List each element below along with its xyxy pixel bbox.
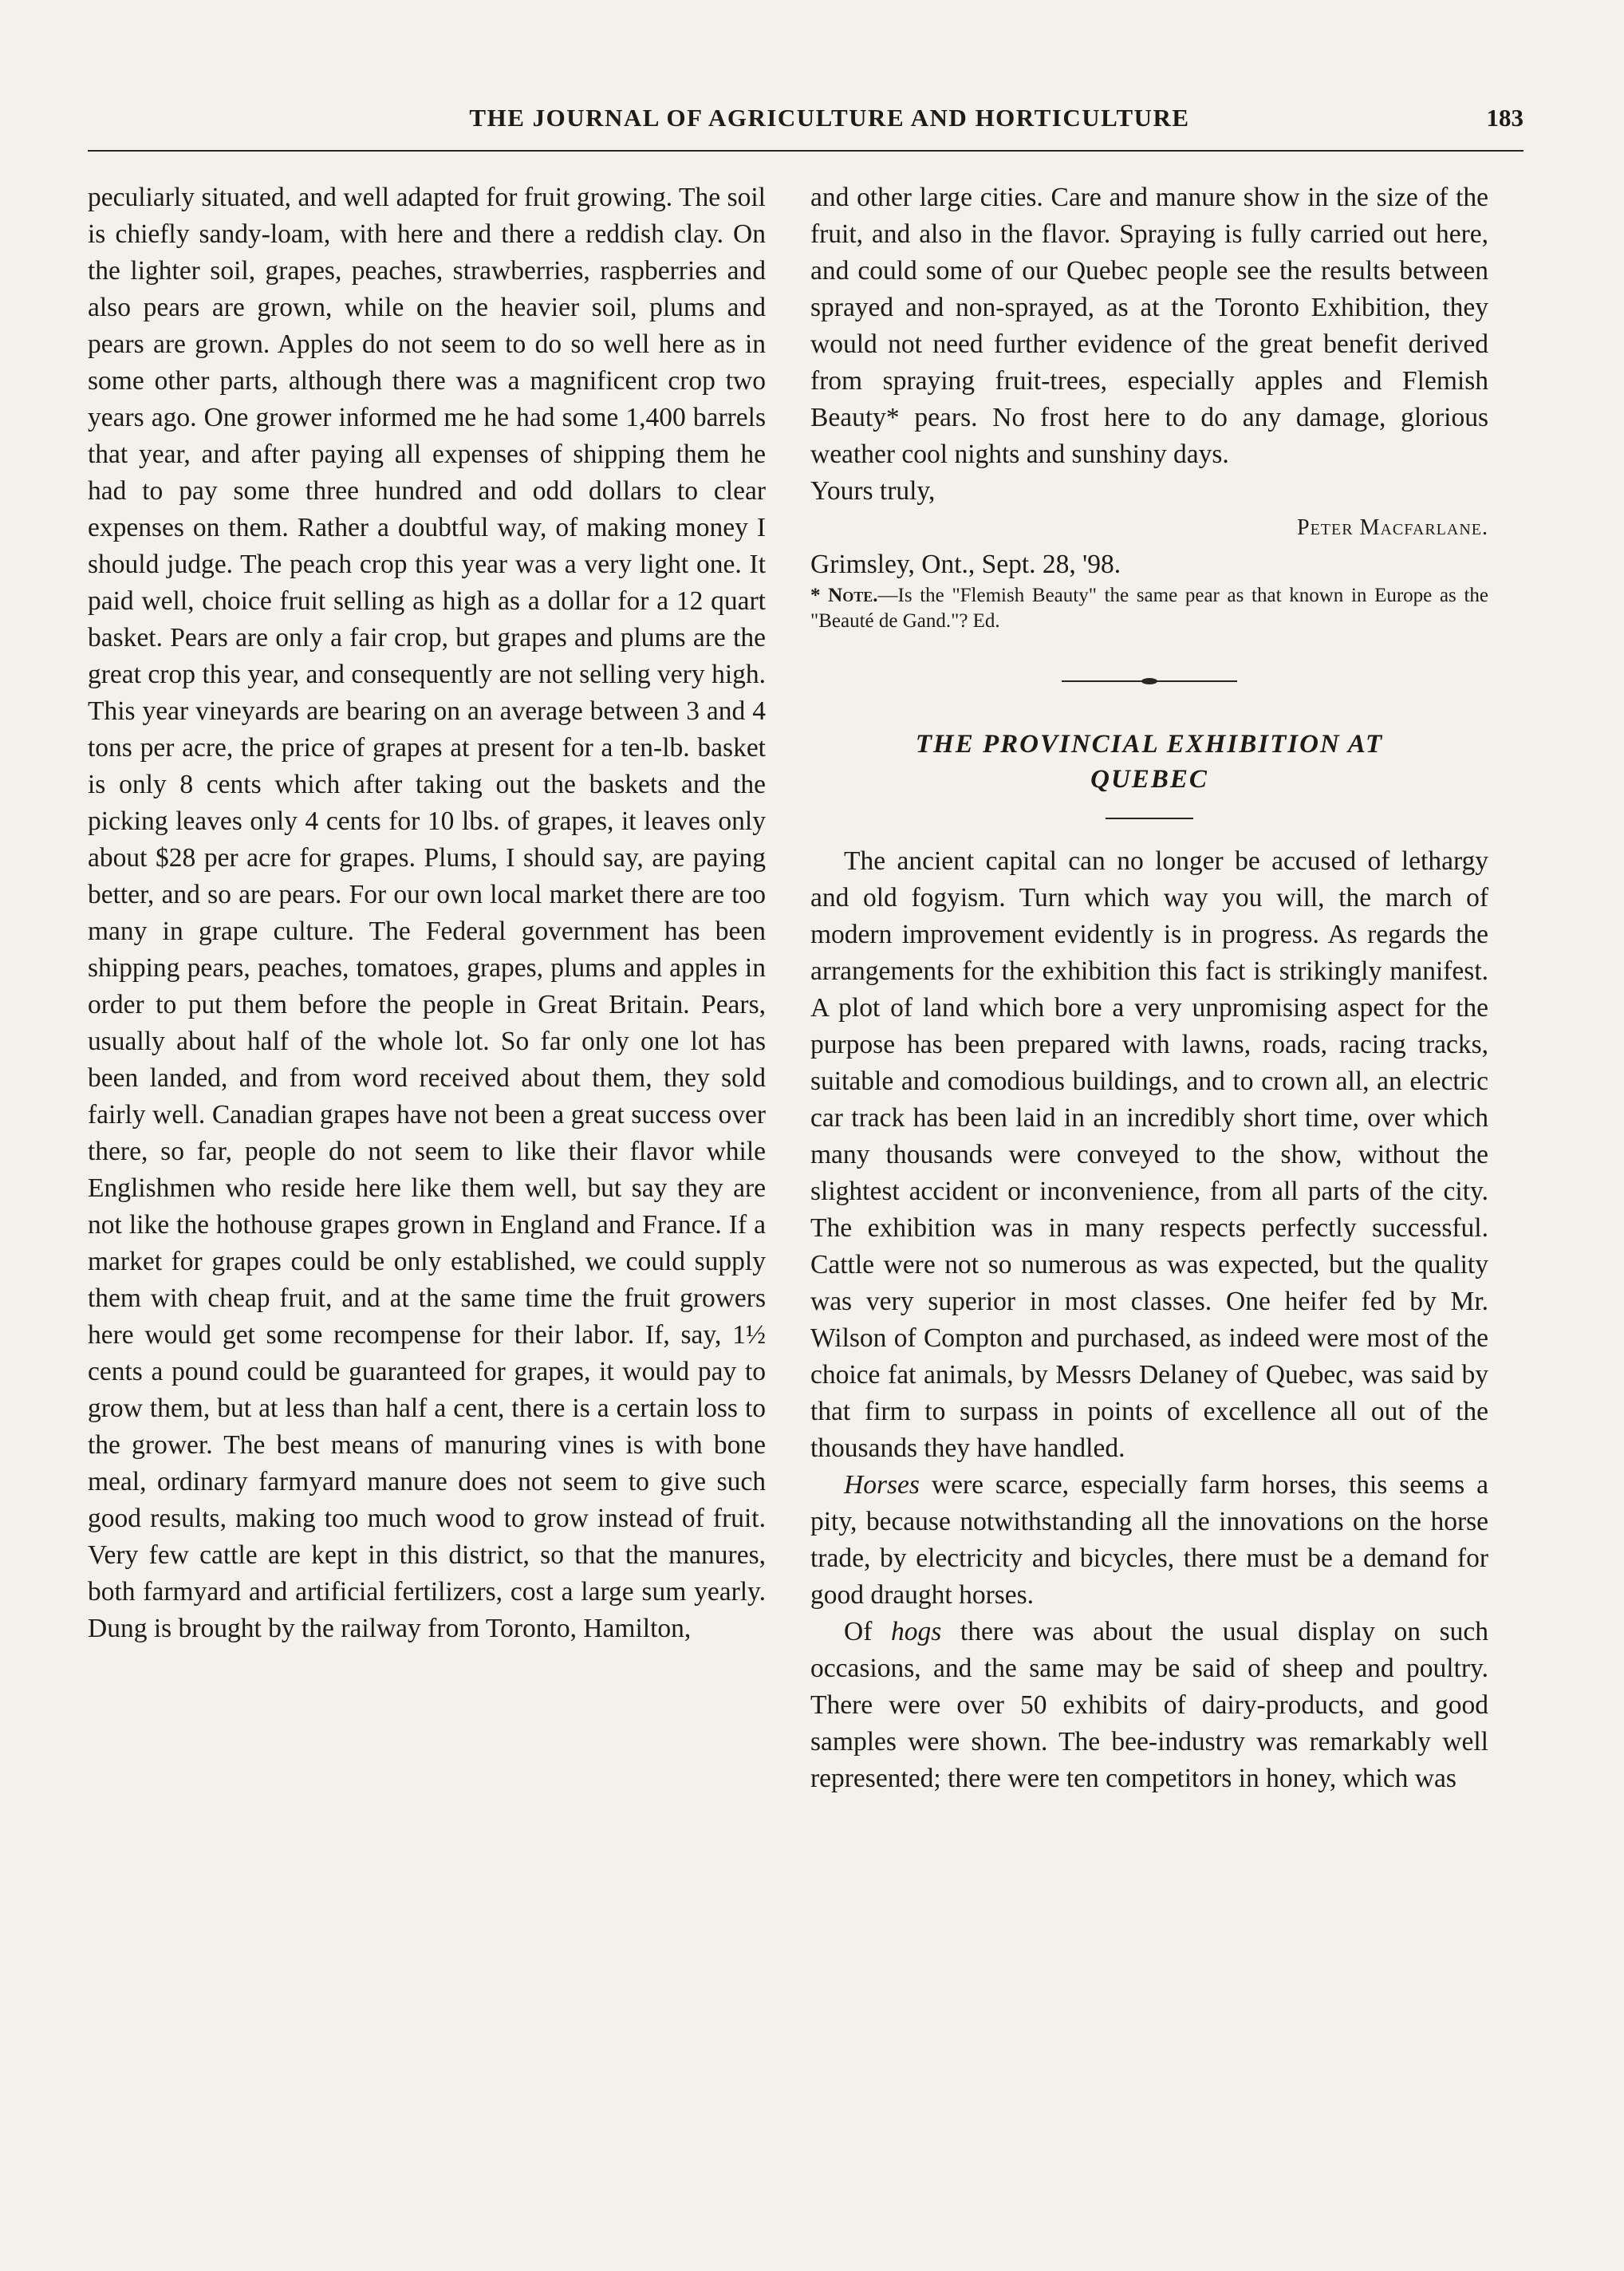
article-paragraph-3-lead: Of — [844, 1617, 891, 1646]
footnote-text: —Is the "Flemish Beauty" the same pear as that known in Europe as the "Beauté de Gand."? Ed. — [810, 585, 1488, 632]
run-in-hogs: hogs — [890, 1617, 942, 1646]
running-head — [88, 104, 1523, 152]
title-rule — [1106, 818, 1193, 819]
run-in-horses: Horses — [844, 1470, 920, 1500]
article-title-line-1: THE PROVINCIAL EXHIBITION AT — [915, 730, 1384, 759]
dateline: Grimsley, Ont., Sept. 28, '98. — [810, 550, 1121, 579]
article-paragraph-3-text: there was about the usual display on such occasions, and the same may be said of sheep and poultry. There were over 50 exhibits of dairy-products, and good samples were shown. The bee-industry was remarkably well represented; there were ten competitors in honey, which was — [810, 1617, 1488, 1793]
letter-continuation: and other large cities. Care and manure show in the size of the fruit, and also in the flavor. Spraying is fully carried out here, and could some of our Quebec people see the results between sprayed and non-sprayed, as at the Toronto Exhibition, they would not need further evidence of the great benefit derived from spraying fruit-trees, especially apples and Flemish Beauty* pears. No frost here to do any damage, glorious weather cool nights and sunshiny days. — [810, 183, 1488, 469]
page-number: 183 — [1486, 104, 1523, 132]
article-paragraph-1: The ancient capital can no longer be accused of lethargy and old fogyism. Turn which way you will, the march of modern improvement evidently is in progress. As regards the arrangements for the exhibition this fact is strikingly manifest. A plot of land which bore a very unpromising aspect for the purpose has been prepared with lawns, roads, racing tracks, suitable and comodious buildings, and to crown all, an electric car track has been laid in an incredibly short time, over which many thousands were conveyed to the show, without the slightest accident or inconvenience, from all parts of the city. The exhibition was in many respects perfectly successful. Cattle were not so numerous as was expected, but the quality was very superior in most classes. One heifer fed by Mr. Wilson of Compton and purchased, as indeed were most of the choice fat animals, by Messrs Delaney of Quebec, was said by that firm to surpass in points of excellence all out of the thousands they have handled. — [810, 846, 1488, 1463]
signature: Peter Macfarlane. — [1297, 515, 1488, 540]
article-paragraph-2-text: were scarce, especially farm horses, this seems a pity, because notwithstanding all the innovations on the horse trade, by electricity and bicycles, there must be a demand for good draught horses. — [810, 1470, 1488, 1610]
article-paragraph-3 — [810, 1614, 1488, 1797]
closing-salutation: Yours truly, — [810, 476, 936, 506]
article-title — [810, 727, 1488, 797]
footnote — [810, 583, 1488, 634]
letter-paragraph: peculiarly situated, and well adapted for fruit growing. The soil is chiefly sandy-loam, with here and there a reddish clay. On the lighter soil, grapes, peaches, strawberries, raspberries and also pears are grown, while on the heavier soil, plums and pears are grown. Apples do not seem to do so well here as in some other parts, although there was a magnificent crop two years ago. One grower informed me he had some 1,400 barrels that year, and after paying all expenses of shipping them he had to pay some three hundred and odd dollars to clear expenses on them. Rather a doubtful way, of making money I should judge. The peach crop this year was a very light one. It paid well, choice fruit selling as high as a dollar for a 12 quart basket. Pears are only a fair crop, but grapes and plums are the great crop this year, and consequently are not selling very high. This year vineyards are bearing on an average between 3 and 4 tons per acre, the price of grapes at present for a ten-lb. basket is only 8 cents which after taking out the baskets and the picking leaves only 4 cents for 10 lbs. of grapes, it leaves only about $28 per acre for grapes. Plums, I should say, are paying better, and so are pears. For our own local market there are too many in grape culture. The Federal government has been shipping pears, peaches, tomatoes, grapes, plums and apples in order to put them before the people in Great Britain. Pears, usually about half of the whole lot. So far only one lot has been landed, and from word received about them, they sold fairly well. Canadian grapes have not been a great success over there, so far, people do not seem to like their flavor while Englishmen who reside here like them well, but say they are not like the hothouse grapes grown in England and France. If a market for grapes could be only established, we could supply them with cheap fruit, and at the same time the fruit growers here would get some recompense for their labor. If, say, 1½ cents a pound could be guaranteed for grapes, it would pay to grow them, but at less than half a cent, there is a certain loss to the grower. The best means of manuring vines is with bone meal, ordinary farmyard manure does not seem to give such good results, making too much wood to grow instead of fruit. Very few cattle are kept in this district, so that the manures, both farmyard and artificial fertilizers, cost a large sum yearly. Dung is brought by the railway from Toronto, Hamilton, — [88, 183, 766, 1643]
article-title-line-2: QUEBEC — [1090, 765, 1208, 794]
left-column — [88, 179, 766, 1647]
footnote-label: * Note. — [810, 585, 878, 606]
header-rule — [88, 150, 1523, 152]
section-ornament — [1062, 680, 1237, 682]
journal-title: THE JOURNAL OF AGRICULTURE AND HORTICULTURE — [469, 104, 1190, 132]
article-paragraph-2 — [810, 1467, 1488, 1614]
right-column — [810, 179, 1488, 1797]
